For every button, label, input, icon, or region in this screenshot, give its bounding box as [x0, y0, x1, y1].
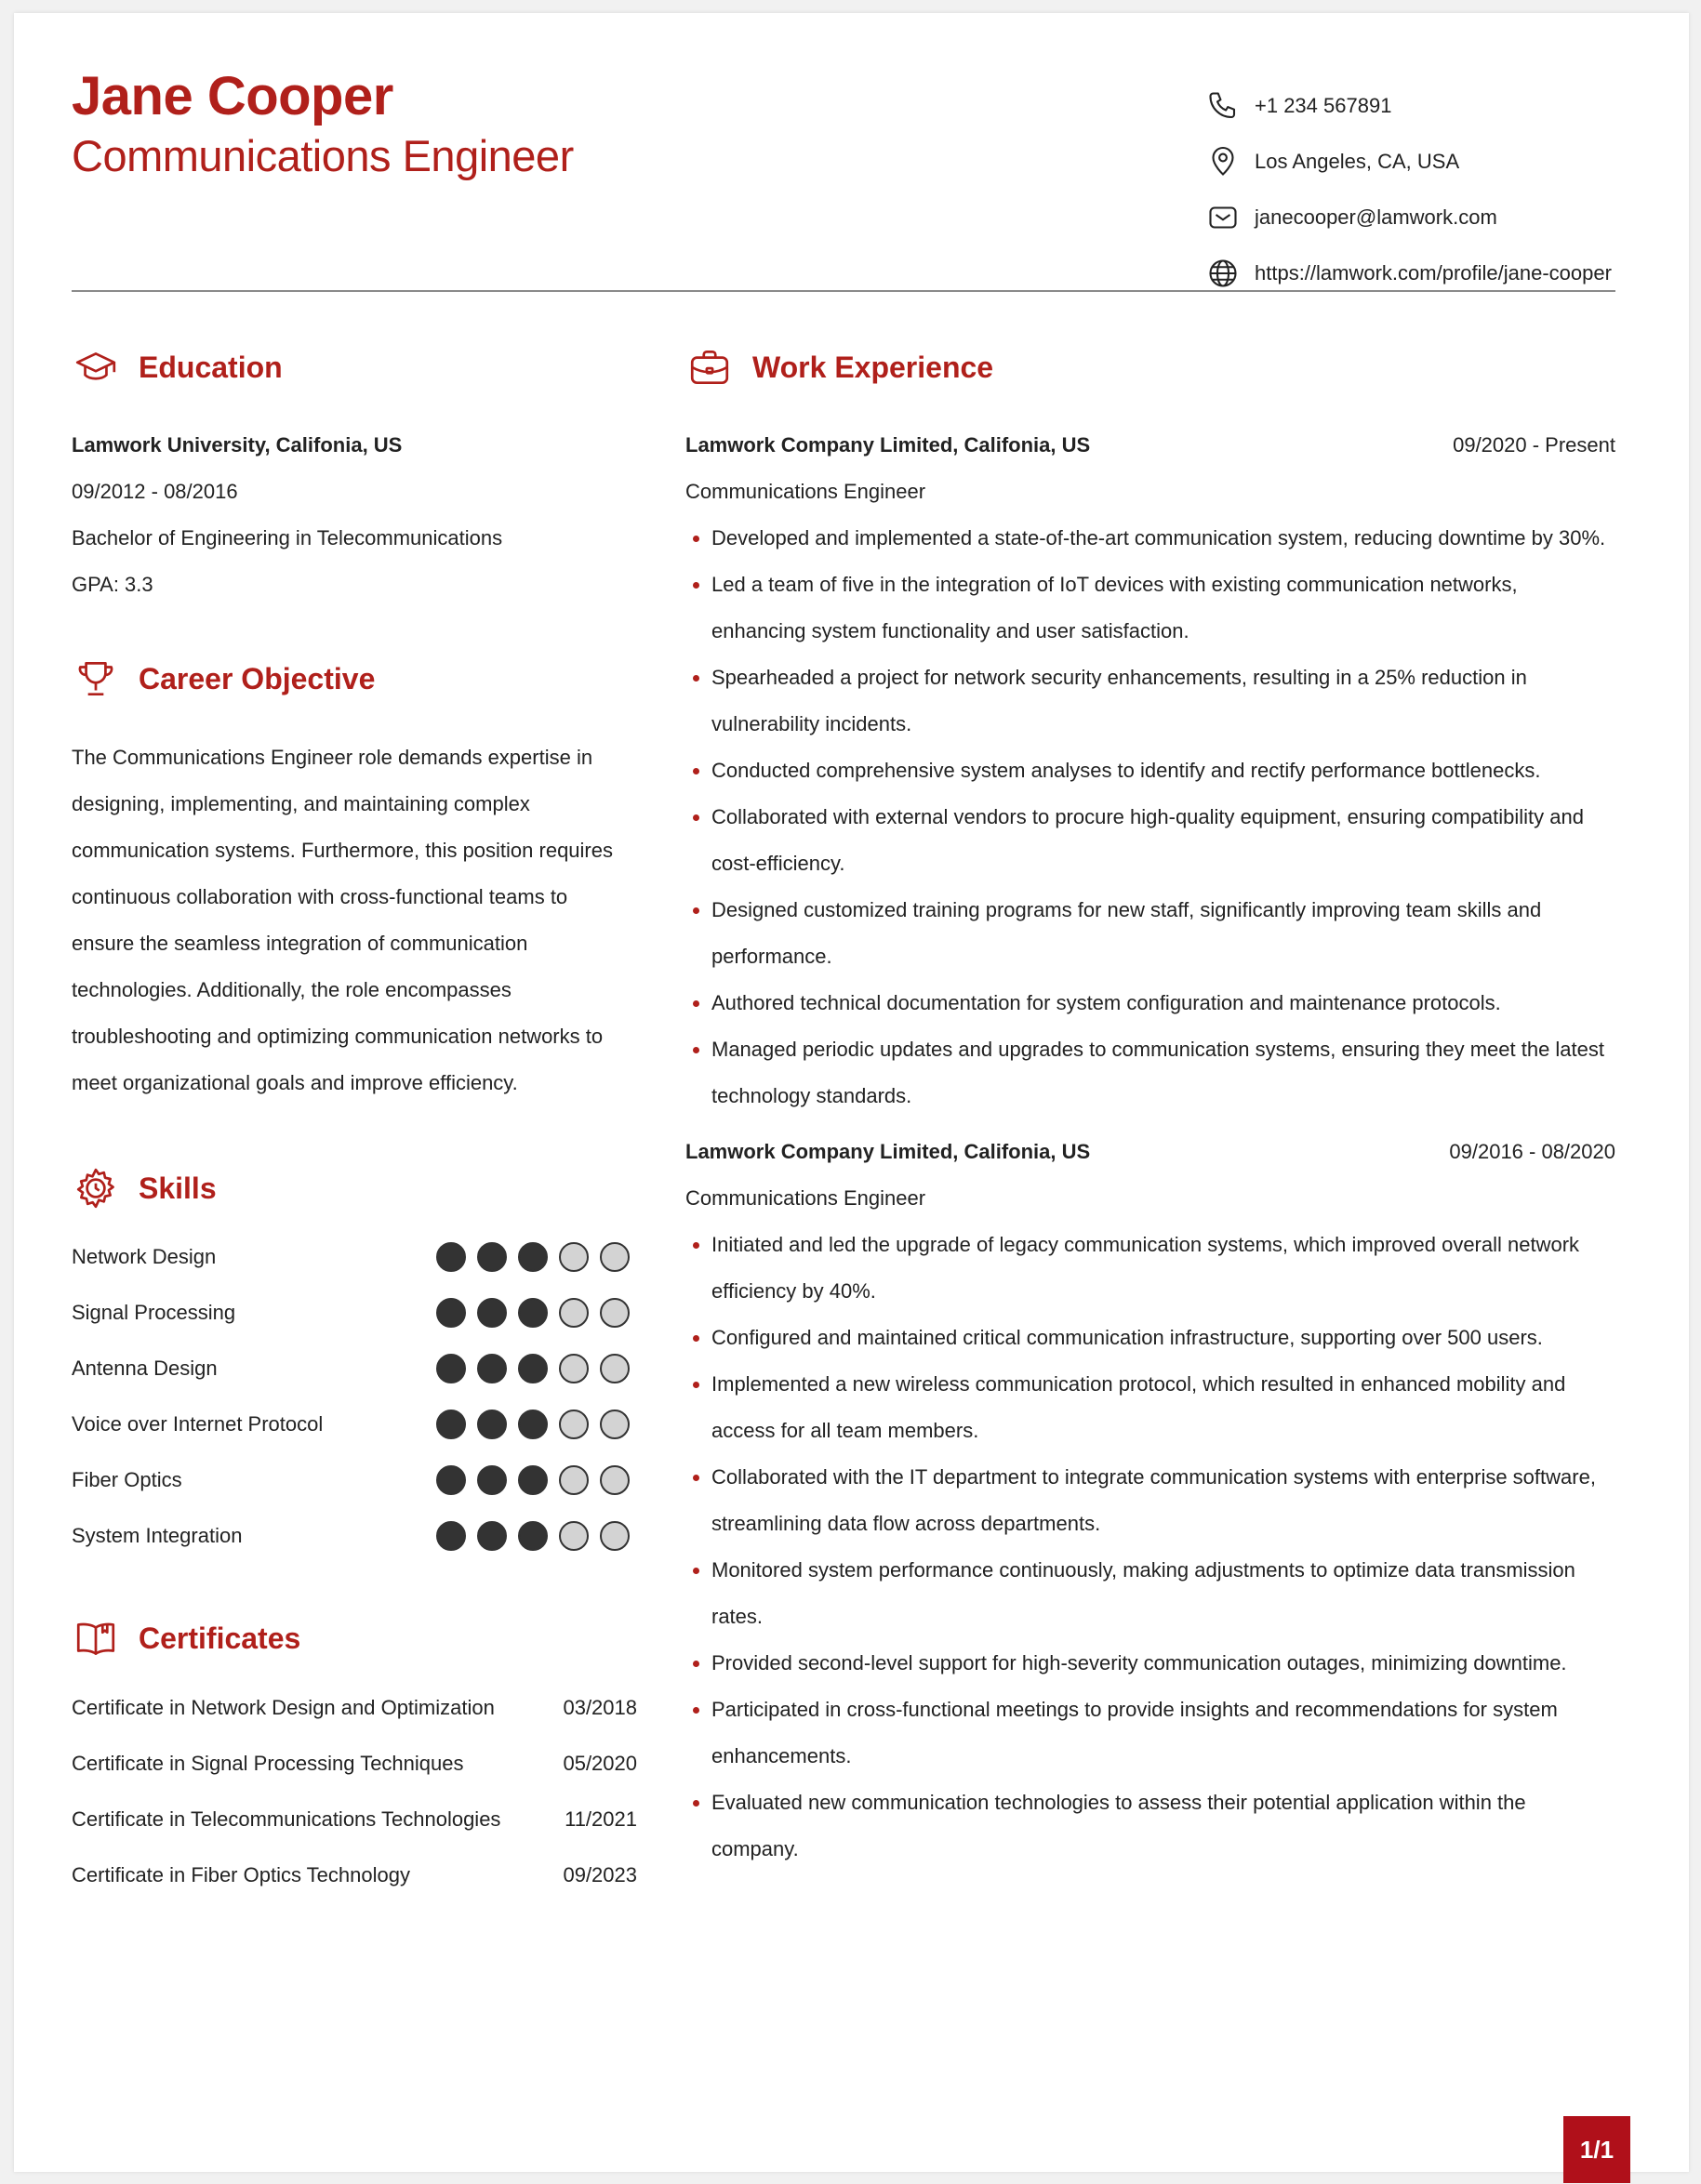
job-bullet: Collaborated with external vendors to procure high-quality equipment, ensuring compatibility and cost-efficiency.: [685, 794, 1615, 887]
objective-line: continuous collaboration with cross-functional teams to: [72, 885, 568, 908]
rating-dot-empty: [600, 1242, 630, 1272]
rating-dot-filled: [518, 1242, 548, 1272]
certificate-date: 03/2018: [563, 1696, 637, 1719]
skill-name: Voice over Internet Protocol: [72, 1412, 324, 1436]
certificate-name: Certificate in Telecommunications Technologies: [72, 1807, 501, 1831]
job-bullet: Implemented a new wireless communication protocol, which resulted in enhanced mobility and access for all team members.: [685, 1361, 1615, 1454]
certificate-date: 11/2021: [565, 1807, 637, 1831]
education-dates: 09/2012 - 08/2016: [72, 480, 238, 503]
contact-list: [1204, 78, 1612, 301]
skill-name: Network Design: [72, 1245, 217, 1268]
education-school: Lamwork University, Califonia, US: [72, 433, 403, 457]
education-gpa: GPA: 3.3: [72, 573, 153, 596]
rating-dot-empty: [559, 1410, 589, 1439]
job-bullet: Spearheaded a project for network security enhancements, resulting in a 25% reduction in vulnerability incidents.: [685, 655, 1615, 748]
work-title: Work Experience: [752, 350, 994, 384]
skill-rating: [425, 1298, 630, 1328]
rating-dot-empty: [559, 1298, 589, 1328]
objective-heading: [72, 655, 375, 703]
certificate-name: Certificate in Network Design and Optimization: [72, 1696, 495, 1719]
job-dates: 09/2016 - 08/2020: [1449, 1140, 1615, 1163]
contact-website[interactable]: [1204, 245, 1612, 301]
website-link[interactable]: https://lamwork.com/profile/jane-cooper: [1255, 261, 1612, 285]
skill-rating: [425, 1521, 630, 1551]
certificate-name: Certificate in Fiber Optics Technology: [72, 1863, 410, 1886]
job-bullet: Evaluated new communication technologies to assess their potential application within the company.: [685, 1780, 1615, 1873]
certificate-row: [72, 1847, 637, 1903]
rating-dot-empty: [600, 1354, 630, 1383]
job-entry: [685, 422, 1615, 1119]
objective-line: communication systems. Furthermore, this position requires: [72, 839, 613, 862]
contact-location: [1204, 134, 1612, 190]
objective-line: technologies. Additionally, the role encompasses: [72, 978, 512, 1001]
skills-section: [72, 1229, 630, 1564]
skill-rating: [425, 1242, 630, 1272]
skill-name: Antenna Design: [72, 1357, 218, 1380]
rating-dot-empty: [600, 1465, 630, 1495]
resume-page: [14, 13, 1689, 2172]
work-heading: [685, 343, 993, 391]
job-bullet: Managed periodic updates and upgrades to communication systems, ensuring they meet the latest technology standards.: [685, 1026, 1615, 1119]
job-bullet: Configured and maintained critical communication infrastructure, supporting over 500 users.: [685, 1315, 1615, 1361]
certificate-row: [72, 1680, 637, 1736]
rating-dot-filled: [518, 1521, 548, 1551]
objective-section: [72, 735, 630, 1106]
education-degree: Bachelor of Engineering in Telecommunications: [72, 526, 503, 549]
mail-icon: [1204, 199, 1242, 236]
skill-name: Fiber Optics: [72, 1468, 182, 1491]
job-bullets: [685, 1222, 1615, 1873]
certificate-name: Certificate in Signal Processing Techniques: [72, 1752, 464, 1775]
job-bullet: Collaborated with the IT department to integrate communication systems with enterprise software, streamlining data flow across departments.: [685, 1454, 1615, 1547]
rating-dot-filled: [518, 1298, 548, 1328]
job-header: [685, 422, 1615, 469]
objective-line: designing, implementing, and maintaining complex: [72, 792, 530, 815]
education-heading: [72, 343, 283, 391]
skills-heading: [72, 1164, 217, 1212]
job-dates: 09/2020 - Present: [1453, 433, 1615, 457]
page-indicator: 1/1: [1563, 2116, 1630, 2183]
job-entry: [685, 1129, 1615, 1873]
job-bullet: Authored technical documentation for system configuration and maintenance protocols.: [685, 980, 1615, 1026]
job-bullet: Monitored system performance continuously, making adjustments to optimize data transmission rates.: [685, 1547, 1615, 1640]
job-role: Communications Engineer: [685, 1186, 926, 1210]
rating-dot-filled: [436, 1465, 466, 1495]
rating-dot-filled: [477, 1242, 507, 1272]
rating-dot-filled: [518, 1465, 548, 1495]
skill-row: [72, 1229, 630, 1285]
job-bullet: Participated in cross-functional meetings to provide insights and recommendations for system enhancements.: [685, 1687, 1615, 1780]
skill-row: [72, 1452, 630, 1508]
rating-dot-filled: [436, 1298, 466, 1328]
skill-row: [72, 1396, 630, 1452]
open-book-icon: [72, 1614, 120, 1662]
contact-phone: [1204, 78, 1612, 134]
skill-rating: [425, 1354, 630, 1383]
certificate-row: [72, 1736, 637, 1792]
objective-line: The Communications Engineer role demands expertise in: [72, 746, 593, 769]
rating-dot-filled: [436, 1242, 466, 1272]
rating-dot-filled: [436, 1410, 466, 1439]
job-company: Lamwork Company Limited, Califonia, US: [685, 433, 1091, 457]
objective-text: [72, 735, 620, 1106]
certificates-title: Certificates: [139, 1621, 301, 1655]
certificate-date: 05/2020: [563, 1752, 637, 1775]
education-title: Education: [139, 350, 283, 384]
rating-dot-empty: [600, 1298, 630, 1328]
certificates-section: [72, 1680, 637, 1903]
skill-row: [72, 1508, 630, 1564]
certificate-date: 09/2023: [563, 1863, 637, 1886]
globe-icon: [1204, 255, 1242, 292]
rating-dot-empty: [559, 1521, 589, 1551]
rating-dot-empty: [559, 1354, 589, 1383]
skill-rating: [425, 1465, 630, 1495]
objective-line: meet organizational goals and improve efficiency.: [72, 1071, 518, 1094]
location-pin-icon: [1204, 143, 1242, 180]
job-header: [685, 1129, 1615, 1175]
rating-dot-filled: [477, 1465, 507, 1495]
phone-text: +1 234 567891: [1255, 94, 1392, 117]
rating-dot-filled: [436, 1521, 466, 1551]
job-bullet: Led a team of five in the integration of IoT devices with existing communication networks, enhancing system functionality and user satisfaction.: [685, 562, 1615, 655]
briefcase-icon: [685, 343, 734, 391]
objective-line: ensure the seamless integration of communication: [72, 932, 528, 955]
job-bullet: Initiated and led the upgrade of legacy communication systems, which improved overall network efficiency by 40%.: [685, 1222, 1615, 1315]
trophy-icon: [72, 655, 120, 703]
rating-dot-filled: [477, 1410, 507, 1439]
job-role: Communications Engineer: [685, 480, 926, 503]
rating-dot-empty: [600, 1521, 630, 1551]
contact-email[interactable]: [1204, 190, 1612, 245]
skill-row: [72, 1285, 630, 1341]
job-bullets: [685, 515, 1615, 1119]
candidate-name: Jane Cooper: [72, 66, 393, 126]
job-bullet: Developed and implemented a state-of-the-art communication system, reducing downtime by 30%.: [685, 515, 1615, 562]
rating-dot-filled: [477, 1354, 507, 1383]
job-bullet: Designed customized training programs for new staff, significantly improving team skills and performance.: [685, 887, 1615, 980]
rating-dot-filled: [518, 1354, 548, 1383]
rating-dot-filled: [518, 1410, 548, 1439]
rating-dot-filled: [436, 1354, 466, 1383]
skill-name: System Integration: [72, 1524, 243, 1547]
email-link[interactable]: janecooper@lamwork.com: [1255, 205, 1497, 229]
work-section: [685, 422, 1615, 1873]
skill-rating: [425, 1410, 630, 1439]
header-divider: [72, 290, 1615, 292]
graduation-cap-icon: [72, 343, 120, 391]
skills-title: Skills: [139, 1171, 217, 1205]
rating-dot-filled: [477, 1521, 507, 1551]
rating-dot-empty: [559, 1242, 589, 1272]
rating-dot-empty: [559, 1465, 589, 1495]
objective-title: Career Objective: [139, 661, 376, 695]
certificate-row: [72, 1792, 637, 1847]
rating-dot-filled: [477, 1298, 507, 1328]
job-company: Lamwork Company Limited, Califonia, US: [685, 1140, 1091, 1163]
skill-row: [72, 1341, 630, 1396]
gear-clock-icon: [72, 1164, 120, 1212]
objective-line: troubleshooting and optimizing communication networks to: [72, 1025, 604, 1048]
candidate-title: Communications Engineer: [72, 131, 574, 180]
phone-icon: [1204, 87, 1242, 125]
job-bullet: Provided second-level support for high-severity communication outages, minimizing downtime.: [685, 1640, 1615, 1687]
certificates-heading: [72, 1614, 300, 1662]
education-section: [72, 422, 630, 608]
job-bullet: Conducted comprehensive system analyses to identify and rectify performance bottlenecks.: [685, 748, 1615, 794]
skill-name: Signal Processing: [72, 1301, 236, 1324]
location-text: Los Angeles, CA, USA: [1255, 150, 1460, 173]
rating-dot-empty: [600, 1410, 630, 1439]
